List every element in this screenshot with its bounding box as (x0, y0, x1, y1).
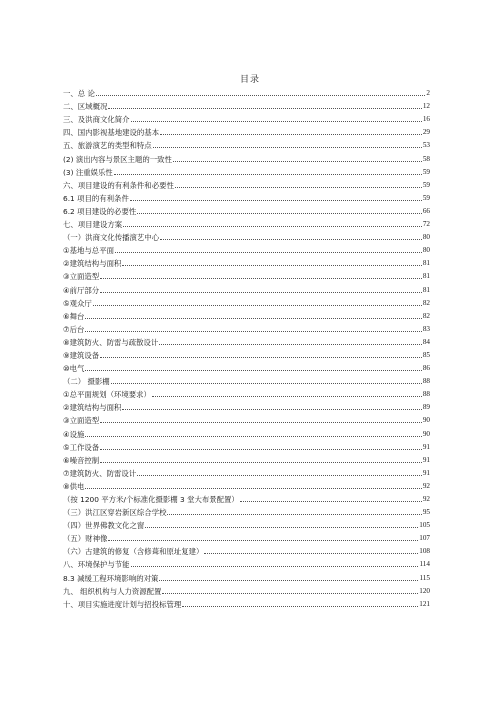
toc-entry-title: 八、环境保护与节能 (63, 560, 130, 570)
toc-entry[interactable] (63, 281, 430, 294)
toc-entry[interactable] (63, 242, 430, 255)
toc-dot-leader (173, 161, 422, 162)
toc-page-number: 108 (419, 547, 430, 556)
toc-entry-title: （三）洪江区穿岩新区综合学校 (63, 508, 167, 518)
toc-entry-title: ⑧供电 (63, 481, 85, 491)
toc-dot-leader (137, 475, 422, 476)
toc-dot-leader (122, 265, 421, 266)
toc-dot-leader (137, 213, 422, 214)
toc-entry[interactable] (63, 124, 430, 137)
toc-dot-leader (159, 580, 418, 581)
toc-page-number: 115 (419, 573, 430, 582)
toc-entry[interactable] (63, 556, 430, 569)
toc-entry-title: (3) 注重娱乐性 (63, 167, 113, 177)
toc-page-number: 59 (422, 180, 430, 189)
toc-entry[interactable] (63, 491, 430, 504)
toc-dot-leader (160, 134, 422, 135)
toc-page-number: 59 (422, 193, 430, 202)
toc-entry-title: 六、项目建设的有利条件和必要性 (63, 180, 174, 190)
table-of-contents (63, 85, 430, 609)
toc-dot-leader (108, 108, 421, 109)
toc-dot-leader (85, 488, 421, 489)
toc-page-number: 120 (419, 586, 430, 595)
toc-entry-title: （按 1200 平方米/个标准化摄影棚 3 堂大布景配置） (63, 495, 239, 504)
toc-entry[interactable] (63, 412, 430, 425)
toc-entry[interactable] (63, 452, 430, 465)
toc-entry[interactable] (63, 465, 430, 478)
toc-page-number: 82 (422, 298, 430, 307)
toc-page-number: 88 (422, 377, 430, 386)
toc-page-number: 83 (422, 324, 430, 333)
toc-dot-leader (93, 305, 422, 306)
toc-entry-title: ②建筑结构与面积 (63, 403, 122, 413)
toc-entry[interactable] (63, 347, 430, 360)
toc-entry[interactable] (63, 334, 430, 347)
toc-entry-title: ⑦建筑防火、防雷设计 (63, 468, 137, 478)
toc-page-number: 29 (422, 128, 430, 137)
toc-entry-title: ⑥噪音控制 (63, 455, 100, 465)
toc-entry[interactable] (63, 321, 430, 334)
toc-entry-title: 三、及洪商文化简介 (63, 115, 130, 125)
toc-entry[interactable] (63, 85, 430, 98)
toc-page-number: 59 (422, 167, 430, 176)
toc-entry[interactable] (63, 308, 430, 321)
toc-entry[interactable] (63, 543, 430, 556)
toc-dot-leader (108, 540, 418, 541)
toc-dot-leader (100, 422, 422, 423)
toc-page-number: 80 (422, 233, 430, 242)
toc-page-number: 66 (422, 206, 430, 215)
toc-dot-leader (131, 121, 422, 122)
toc-dot-leader (159, 344, 421, 345)
toc-entry-title: ①基地与总平面 (63, 246, 114, 256)
toc-page-number: 85 (422, 350, 430, 359)
toc-dot-leader (162, 593, 418, 594)
toc-page-number: 88 (422, 390, 430, 399)
toc-entry[interactable] (63, 386, 430, 399)
toc-page-number: 92 (422, 495, 430, 503)
toc-entry[interactable] (63, 150, 430, 163)
toc-entry-title: ⑤观众厅 (63, 298, 92, 308)
toc-dot-leader (167, 514, 421, 515)
toc-entry[interactable] (63, 399, 430, 412)
toc-dot-leader (114, 174, 422, 175)
toc-entry-title: 十、项目实施进度计划与招投标管理 (63, 599, 182, 609)
toc-page-number: 86 (422, 364, 430, 373)
toc-entry[interactable] (63, 530, 430, 543)
toc-page-number: 2 (426, 89, 430, 98)
toc-page-number: 90 (422, 429, 430, 438)
toc-entry-title: 6.2 项目建设的必要性 (63, 206, 137, 216)
toc-entry[interactable] (63, 255, 430, 268)
toc-dot-leader (153, 147, 422, 148)
toc-page-number: 92 (422, 481, 430, 490)
toc-entry[interactable] (63, 478, 430, 491)
toc-dot-leader (131, 566, 419, 567)
toc-dot-leader (160, 239, 422, 240)
toc-page-number: 107 (419, 534, 430, 543)
page-title: 目录 (239, 75, 260, 85)
toc-entry[interactable] (63, 373, 430, 386)
toc-entry[interactable] (63, 111, 430, 124)
toc-entry[interactable] (63, 504, 430, 517)
toc-entry[interactable] (63, 190, 430, 203)
toc-dot-leader (145, 527, 418, 528)
toc-entry[interactable] (63, 569, 430, 582)
toc-dot-leader (85, 370, 421, 371)
toc-entry-title: （四）世界佛教文化之窗 (63, 521, 145, 531)
toc-dot-leader (100, 278, 422, 279)
toc-page-number: 80 (422, 246, 430, 255)
toc-page-number: 16 (422, 115, 430, 124)
toc-page-number: 82 (422, 311, 430, 320)
toc-entry-title: ④前厅部分 (63, 285, 100, 295)
toc-page-number: 95 (422, 508, 430, 517)
toc-dot-leader (96, 95, 425, 96)
toc-dot-leader (85, 318, 421, 319)
toc-page-number: 81 (422, 272, 430, 281)
toc-page-number: 84 (422, 337, 430, 346)
toc-entry-title: 8.3 减缓工程环境影响的对策 (63, 573, 159, 583)
toc-entry[interactable] (63, 439, 430, 452)
toc-dot-leader (85, 331, 421, 332)
toc-dot-leader (100, 449, 422, 450)
toc-page-number: 114 (419, 560, 430, 569)
toc-entry-title: （五）财神像 (63, 534, 108, 544)
toc-page-number: 58 (422, 154, 430, 163)
toc-page-number: 105 (419, 521, 430, 530)
toc-entry[interactable] (63, 517, 430, 530)
toc-dot-leader (240, 501, 422, 502)
toc-entry[interactable] (63, 177, 430, 190)
toc-entry-title: （一）洪商文化传播演艺中心 (63, 233, 160, 243)
toc-entry-title: （二） 摄影棚 (63, 377, 110, 387)
toc-entry-title: 五、旅游演艺的类型和特点 (63, 141, 152, 151)
toc-dot-leader (100, 292, 422, 293)
toc-entry[interactable] (63, 583, 430, 596)
toc-entry[interactable] (63, 425, 430, 438)
toc-entry[interactable] (63, 596, 430, 609)
toc-entry[interactable] (63, 216, 430, 229)
toc-entry-title: ⑥舞台 (63, 311, 85, 321)
toc-entry[interactable] (63, 295, 430, 308)
toc-entry-title: 四、国内影视基地建设的基本 (63, 128, 160, 138)
toc-entry-title: ⑩电气 (63, 364, 85, 374)
toc-entry[interactable] (63, 360, 430, 373)
toc-dot-leader (85, 436, 421, 437)
toc-dot-leader (182, 606, 418, 607)
toc-dot-leader (152, 396, 422, 397)
toc-dot-leader (115, 252, 422, 253)
toc-page-number: 81 (422, 285, 430, 294)
toc-page-number: 121 (419, 599, 430, 608)
toc-entry-title: （六）古建筑的修复（含修葺和原址复建） (63, 547, 204, 557)
toc-page-number: 53 (422, 141, 430, 150)
toc-entry-title: ④设施 (63, 429, 85, 439)
toc-entry-title: ①总平面规划（环境要求） (63, 390, 151, 400)
toc-entry-title: ②建筑结构与面积 (63, 259, 122, 269)
toc-entry-title: ⑨建筑设备 (63, 350, 100, 360)
toc-dot-leader (100, 462, 422, 463)
toc-page-number: 90 (422, 416, 430, 425)
toc-entry-title: ⑦后台 (63, 324, 85, 334)
toc-entry-title: ⑤工作设备 (63, 442, 100, 452)
toc-page-number: 81 (422, 259, 430, 268)
toc-entry[interactable] (63, 229, 430, 242)
toc-page-number: 91 (422, 442, 430, 451)
toc-entry-title: ⑧建筑防火、防雷与疏散设计 (63, 337, 159, 347)
toc-page-number: 91 (422, 455, 430, 464)
toc-entry[interactable] (63, 164, 430, 177)
toc-dot-leader (122, 409, 421, 410)
toc-entry-title: (2) 演出内容与景区主题的一致性 (63, 154, 172, 164)
toc-page-number: 91 (422, 468, 430, 477)
toc-dot-leader (100, 357, 422, 358)
toc-page-number: 89 (422, 403, 430, 412)
toc-page-number: 72 (422, 220, 430, 229)
toc-entry[interactable] (63, 203, 430, 216)
toc-entry-title: 九、 组织机构与人力资源配置 (63, 586, 162, 596)
toc-entry-title: 6.1 项目的有利条件 (63, 193, 129, 203)
toc-entry[interactable] (63, 137, 430, 150)
toc-dot-leader (175, 187, 422, 188)
toc-entry[interactable] (63, 98, 430, 111)
toc-entry[interactable] (63, 268, 430, 281)
toc-entry-title: ③立面造型 (63, 272, 100, 282)
toc-dot-leader (123, 226, 422, 227)
toc-page-number: 12 (422, 102, 430, 111)
toc-entry-title: 七、项目建设方案 (63, 220, 123, 230)
toc-dot-leader (111, 383, 422, 384)
toc-dot-leader (130, 200, 422, 201)
toc-dot-leader (204, 553, 418, 554)
toc-entry-title: ③立面造型 (63, 416, 100, 426)
toc-entry-title: 一、总 论 (63, 89, 95, 99)
toc-entry-title: 二、区域概况 (63, 102, 108, 112)
